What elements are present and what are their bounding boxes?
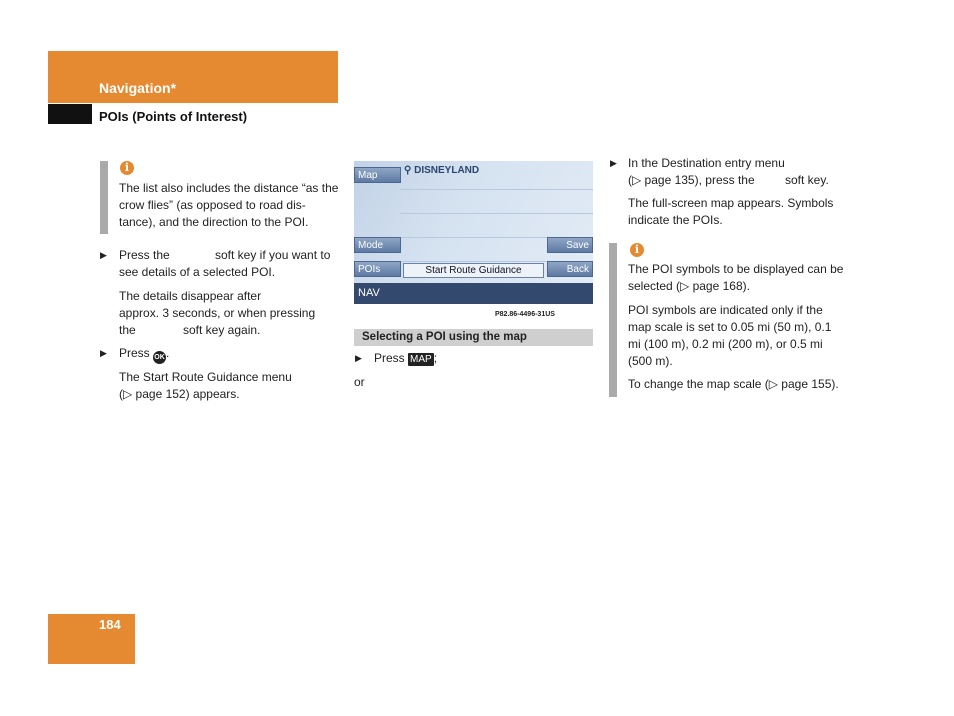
bullet-arrow-icon: ▶ bbox=[610, 158, 617, 168]
nav-status-bar: NAV bbox=[354, 283, 593, 304]
poi-pin-icon: ⚲ bbox=[404, 165, 412, 176]
info-sidebar-bar bbox=[100, 161, 108, 234]
step-text: In the Destination entry menu bbox=[628, 156, 785, 170]
body-text: approx. 3 seconds, or when pressing bbox=[119, 306, 316, 320]
ok-key-icon: OK bbox=[153, 351, 166, 364]
body-text: soft key again. bbox=[183, 323, 261, 337]
step-suffix: ; bbox=[433, 351, 438, 365]
step-text: see details of a selected POI. bbox=[119, 265, 276, 279]
step-text: (▷ page 135), press the bbox=[628, 173, 755, 187]
body-text: The Start Route Guidance menu bbox=[119, 370, 292, 384]
info-text: mi (100 m), 0.2 mi (200 m), or 0.5 mi bbox=[628, 337, 823, 351]
body-text: The details disappear after bbox=[119, 289, 262, 303]
figure-caption: Selecting a POI using the map bbox=[354, 329, 593, 346]
step-text bbox=[374, 350, 437, 367]
mode-softkey[interactable]: Mode bbox=[354, 237, 401, 253]
menu-line bbox=[400, 213, 593, 214]
body-text: the bbox=[119, 323, 136, 337]
info-text: selected (▷ page 168). bbox=[628, 279, 750, 293]
step-text: soft key. bbox=[785, 173, 829, 187]
map-key-icon: MAP bbox=[410, 354, 432, 365]
step-prefix: Press bbox=[374, 351, 405, 365]
body-text: (▷ page 152) appears. bbox=[119, 387, 240, 401]
info-icon: i bbox=[630, 243, 644, 257]
bullet-arrow-icon: ▶ bbox=[355, 353, 362, 363]
body-text: indicate the POIs. bbox=[628, 213, 723, 227]
info-text: The POI symbols to be displayed can be bbox=[628, 262, 844, 276]
page-number: 184 bbox=[99, 617, 121, 632]
section-title: Navigation* bbox=[99, 80, 177, 96]
body-text: The full-screen map appears. Symbols bbox=[628, 196, 834, 210]
device-screenshot bbox=[354, 161, 593, 304]
info-icon: i bbox=[120, 161, 134, 175]
image-code: P82.86-4496-31US bbox=[495, 311, 555, 318]
body-text: or bbox=[354, 375, 365, 389]
destination-label bbox=[404, 165, 479, 176]
destination-name: DISNEYLAND bbox=[414, 165, 480, 176]
info-sidebar-bar bbox=[609, 243, 617, 397]
info-text: (500 m). bbox=[628, 354, 673, 368]
menu-line bbox=[400, 189, 593, 190]
start-route-guidance-button[interactable]: Start Route Guidance bbox=[403, 263, 544, 278]
header-black-tab bbox=[48, 104, 92, 124]
pois-softkey[interactable]: POIs bbox=[354, 261, 401, 277]
step-text bbox=[119, 345, 169, 364]
bullet-arrow-icon: ▶ bbox=[100, 250, 107, 260]
info-note: The list also includes the distance “as the crow flies” (as opposed to road dis-tance), and the direction to the POI. bbox=[119, 181, 339, 229]
info-text: To change the map scale (▷ page 155). bbox=[628, 377, 839, 391]
save-softkey[interactable]: Save bbox=[547, 237, 593, 253]
step-text: soft key if you want to bbox=[215, 248, 331, 262]
step-suffix: . bbox=[166, 346, 170, 360]
info-text: POI symbols are indicated only if the bbox=[628, 303, 823, 317]
section-subtitle: POIs (Points of Interest) bbox=[99, 109, 248, 124]
header-band bbox=[48, 51, 338, 103]
back-softkey[interactable]: Back bbox=[547, 261, 593, 277]
info-text: map scale is set to 0.05 mi (50 m), 0.1 bbox=[628, 320, 832, 334]
step-text: Press the bbox=[119, 248, 170, 262]
map-softkey[interactable]: Map bbox=[354, 167, 401, 183]
step-prefix: Press bbox=[119, 346, 150, 360]
page-number-box bbox=[48, 614, 135, 664]
bullet-arrow-icon: ▶ bbox=[100, 348, 107, 358]
